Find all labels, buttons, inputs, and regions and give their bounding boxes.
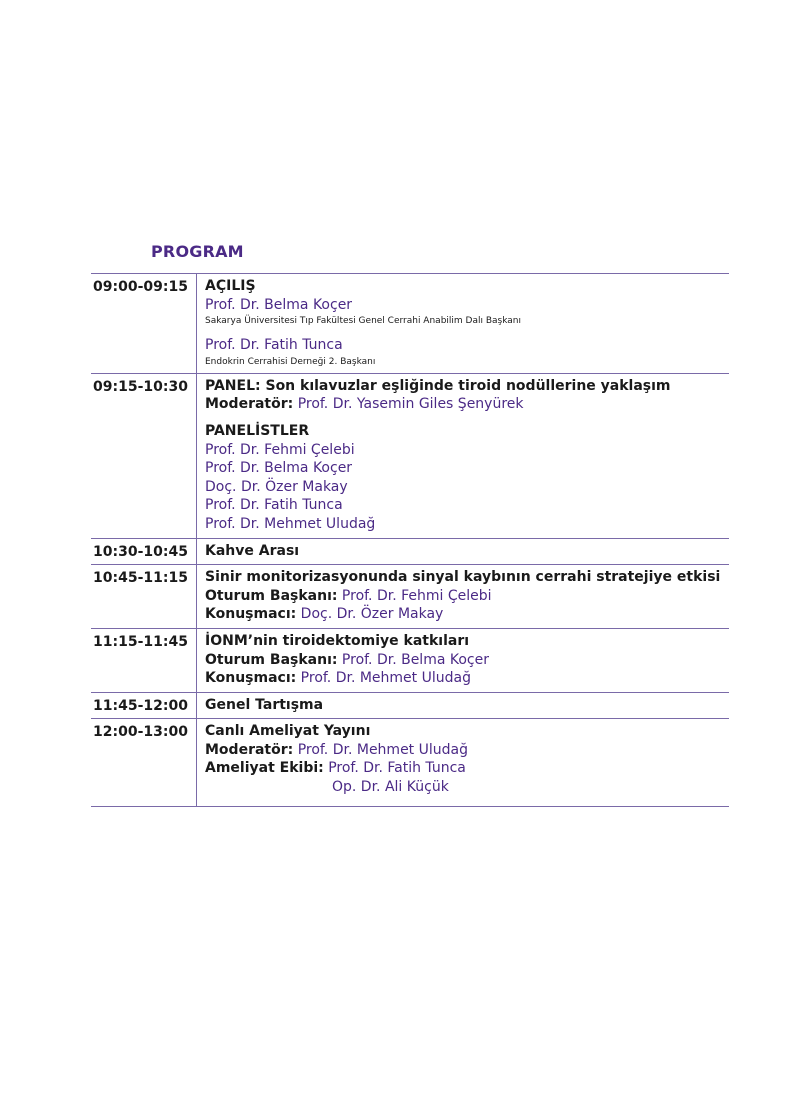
speaker-label: Konuşmacı: [205,670,297,687]
session-heading: Genel Tartışma [205,696,324,713]
moderator-name: Prof. Dr. Yasemin Giles Şenyürek [297,396,524,413]
session-cell [197,565,729,628]
table-row [91,373,729,538]
time-slot: 11:45-12:00 [91,693,197,719]
team-label: Ameliyat Ekibi: [205,760,324,777]
time-slot: 10:30-10:45 [91,539,197,565]
program-table [91,273,729,807]
speaker-name: Prof. Dr. Mehmet Uludağ [300,670,471,687]
speaker-line [205,669,729,688]
speaker-label: Konuşmacı: [205,606,297,623]
table-row [91,538,729,565]
moderator-name: Prof. Dr. Mehmet Uludağ [297,741,468,758]
panelist-name: Prof. Dr. Fatih Tunca [205,497,343,514]
session-heading: PANEL: Son kılavuzlar eşliğinde tiroid nodüllerine yaklaşım [205,377,671,394]
panelist-name: Prof. Dr. Fehmi Çelebi [205,441,355,458]
team-member: Prof. Dr. Fatih Tunca [328,760,466,777]
panelists-heading: PANELİSTLER [205,422,310,439]
session-heading: Sinir monitorizasyonunda sinyal kaybının cerrahi stratejiye etkisi [205,569,721,586]
time-slot: 09:15-10:30 [91,374,197,538]
moderator-line [205,395,729,414]
chair-label: Oturum Başkanı: [205,651,338,668]
team-line [205,759,729,778]
session-cell [197,374,729,538]
speaker-name: Doç. Dr. Özer Makay [300,606,444,623]
chair-label: Oturum Başkanı: [205,587,338,604]
session-heading: Kahve Arası [205,542,300,559]
moderator-label: Moderatör: [205,741,294,758]
panelist-name: Prof. Dr. Belma Koçer [205,460,353,477]
session-cell [197,693,729,719]
speaker-name: Prof. Dr. Fatih Tunca [205,337,343,354]
chair-line [205,651,729,670]
table-row [91,564,729,628]
speaker-title: Endokrin Cerrahisi Derneği 2. Başkanı [205,356,376,367]
session-cell [197,719,729,805]
table-row [91,628,729,692]
speaker-name: Prof. Dr. Belma Koçer [205,296,353,313]
session-cell [197,274,729,373]
chair-name: Prof. Dr. Belma Koçer [341,651,489,668]
speaker-line [205,605,729,624]
team-member: Op. Dr. Ali Küçük [332,779,449,796]
panelist-name: Prof. Dr. Mehmet Uludağ [205,515,376,532]
chair-name: Prof. Dr. Fehmi Çelebi [341,587,492,604]
table-row [91,718,729,806]
session-cell [197,629,729,692]
table-row [91,273,729,373]
session-heading: AÇILIŞ [205,278,256,294]
time-slot: 10:45-11:15 [91,565,197,628]
time-slot: 09:00-09:15 [91,274,197,373]
time-slot: 11:15-11:45 [91,629,197,692]
chair-line [205,587,729,606]
table-row [91,692,729,719]
speaker-title: Sakarya Üniversitesi Tıp Fakültesi Genel Cerrahi Anabilim Dalı Başkanı [205,316,521,327]
session-heading: Canlı Ameliyat Yayını [205,723,371,740]
time-slot: 12:00-13:00 [91,719,197,805]
panelist-name: Doç. Dr. Özer Makay [205,478,348,495]
moderator-line [205,741,729,760]
session-cell [197,539,729,565]
moderator-label: Moderatör: [205,396,294,413]
session-heading: İONM’nin tiroidektomiye katkıları [205,632,470,649]
page-title: PROGRAM [151,242,244,261]
